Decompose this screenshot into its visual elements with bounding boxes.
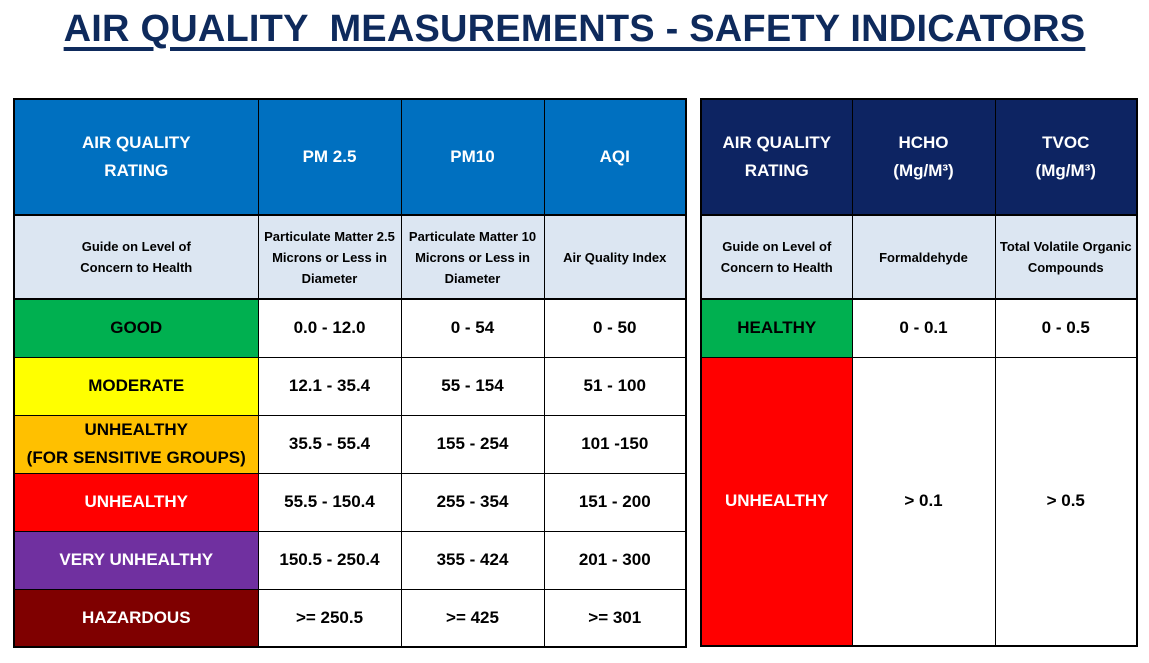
subheader-row <box>701 215 1137 299</box>
subheader-pm10: Particulate Matter 10 Microns or Less in Diameter <box>401 215 544 299</box>
pm25-value: 150.5 - 250.4 <box>258 531 401 589</box>
header-row <box>14 99 686 215</box>
table-row <box>14 589 686 647</box>
header-row <box>701 99 1137 215</box>
table-row <box>14 473 686 531</box>
pm25-value: 35.5 - 55.4 <box>258 415 401 473</box>
header-tvoc: TVOC (Mg/M³) <box>995 99 1137 215</box>
aqi-value: 0 - 50 <box>544 299 686 357</box>
pm10-value: 355 - 424 <box>401 531 544 589</box>
rating-cell: HEALTHY <box>701 299 852 357</box>
pm25-value: 55.5 - 150.4 <box>258 473 401 531</box>
header-pm10: PM10 <box>401 99 544 215</box>
pm10-value: >= 425 <box>401 589 544 647</box>
header-aqi: AQI <box>544 99 686 215</box>
subheader-row <box>14 215 686 299</box>
header-air-quality-rating: AIR QUALITY RATING <box>701 99 852 215</box>
hcho-value: 0 - 0.1 <box>852 299 995 357</box>
rating-cell: HAZARDOUS <box>14 589 258 647</box>
tvoc-value: > 0.5 <box>995 357 1137 646</box>
particulate-aqi-table <box>13 98 687 648</box>
aqi-value: 151 - 200 <box>544 473 686 531</box>
rating-cell: UNHEALTHY (FOR SENSITIVE GROUPS) <box>14 415 258 473</box>
subheader-tvoc: Total Volatile Organic Compounds <box>995 215 1137 299</box>
pm10-value: 255 - 354 <box>401 473 544 531</box>
subheader-hcho: Formaldehyde <box>852 215 995 299</box>
table-row <box>14 415 686 473</box>
subheader-guide: Guide on Level of Concern to Health <box>14 215 258 299</box>
pm25-value: >= 250.5 <box>258 589 401 647</box>
header-air-quality-rating: AIR QUALITY RATING <box>14 99 258 215</box>
pm10-value: 0 - 54 <box>401 299 544 357</box>
subheader-guide: Guide on Level of Concern to Health <box>701 215 852 299</box>
rating-cell: UNHEALTHY <box>14 473 258 531</box>
rating-cell: VERY UNHEALTHY <box>14 531 258 589</box>
table-row <box>701 299 1137 357</box>
hcho-value: > 0.1 <box>852 357 995 646</box>
header-hcho: HCHO (Mg/M³) <box>852 99 995 215</box>
aqi-value: 51 - 100 <box>544 357 686 415</box>
aqi-value: 201 - 300 <box>544 531 686 589</box>
pm25-value: 0.0 - 12.0 <box>258 299 401 357</box>
table-row <box>701 357 1137 646</box>
tvoc-value: 0 - 0.5 <box>995 299 1137 357</box>
pm25-value: 12.1 - 35.4 <box>258 357 401 415</box>
subheader-aqi: Air Quality Index <box>544 215 686 299</box>
pm10-value: 155 - 254 <box>401 415 544 473</box>
rating-cell: UNHEALTHY <box>701 357 852 646</box>
rating-cell: GOOD <box>14 299 258 357</box>
header-pm25: PM 2.5 <box>258 99 401 215</box>
aqi-value: >= 301 <box>544 589 686 647</box>
pm10-value: 55 - 154 <box>401 357 544 415</box>
table-row <box>14 357 686 415</box>
rating-cell: MODERATE <box>14 357 258 415</box>
hcho-tvoc-table <box>700 98 1138 647</box>
page-title-text: AIR QUALITY MEASUREMENTS - SAFETY INDICATORS <box>63 8 1086 50</box>
table-row <box>14 299 686 357</box>
aqi-value: 101 -150 <box>544 415 686 473</box>
subheader-pm25: Particulate Matter 2.5 Microns or Less in Diameter <box>258 215 401 299</box>
page-title <box>0 8 1149 51</box>
table-row <box>14 531 686 589</box>
